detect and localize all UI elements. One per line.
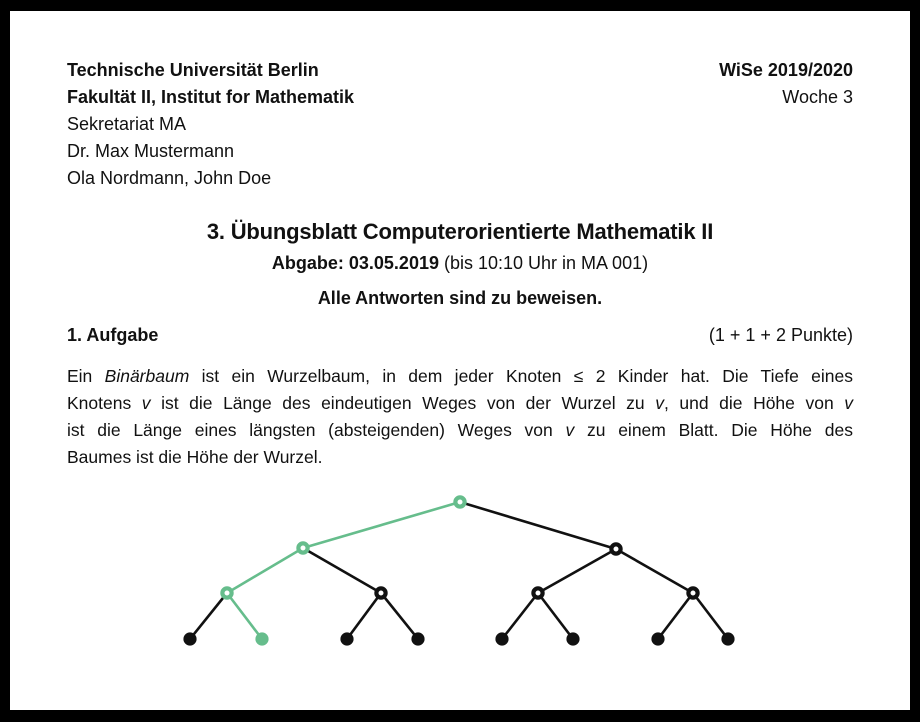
exercise-text <box>67 363 853 471</box>
math-var: v <box>565 420 575 440</box>
header-line-right: Woche 3 <box>782 87 853 107</box>
header-address-block <box>67 57 354 192</box>
paragraph-line <box>67 390 853 417</box>
header-line-left: Technische Universität Berlin <box>67 60 319 80</box>
header-line-right: WiSe 2019/2020 <box>719 60 853 80</box>
header-line-left: Fakultät II, Institut for Mathematik <box>67 87 355 107</box>
text-run: ist die Länge eines längsten (absteigenden) Weges von <box>67 420 566 440</box>
notice-line: Alle Antworten sind zu beweisen. <box>317 288 603 308</box>
paragraph-line <box>67 363 853 390</box>
paragraph-line <box>67 444 853 471</box>
paragraph-line <box>67 417 853 444</box>
math-var: Binärbaum <box>104 366 190 386</box>
header-term-block <box>719 57 853 111</box>
submission-line <box>67 250 853 277</box>
text-run: ist ein Wurzelbaum, in dem jeder Knoten ≤ 2 Kinder hat. Die Tiefe eines <box>189 366 854 386</box>
math-var: v <box>141 393 151 413</box>
header-line-left: Dr. Max Mustermann <box>67 141 235 161</box>
text-run: ist die Länge des eindeutigen Weges von der Wurzel zu <box>150 393 656 413</box>
submission-date: Abgabe: 03.05.2019 <box>271 253 439 273</box>
text-run: Baumes ist die Höhe der Wurzel. <box>67 447 323 467</box>
exercise-heading: 1. Aufgabe <box>67 325 159 345</box>
document-page <box>10 11 910 710</box>
header-line-left: Sekretariat MA <box>67 114 187 134</box>
math-var: v <box>844 393 853 413</box>
text-run: Ein <box>67 366 105 386</box>
exercise-heading-row <box>67 322 853 349</box>
sheet-title: 3. Übungsblatt Computerorientierte Mathematik II <box>206 219 714 244</box>
text-run: zu einem Blatt. Die Höhe des <box>574 420 853 440</box>
math-var: v <box>655 393 664 413</box>
text-run: , und die Höhe von <box>663 393 845 413</box>
text-run: Knotens <box>67 393 142 413</box>
submission-details: (bis 10:10 Uhr in MA 001) <box>438 253 649 273</box>
header-line-left: Ola Nordmann, John Doe <box>67 168 272 188</box>
exercise-points: (1 + 1 + 2 Punkte) <box>708 325 853 345</box>
